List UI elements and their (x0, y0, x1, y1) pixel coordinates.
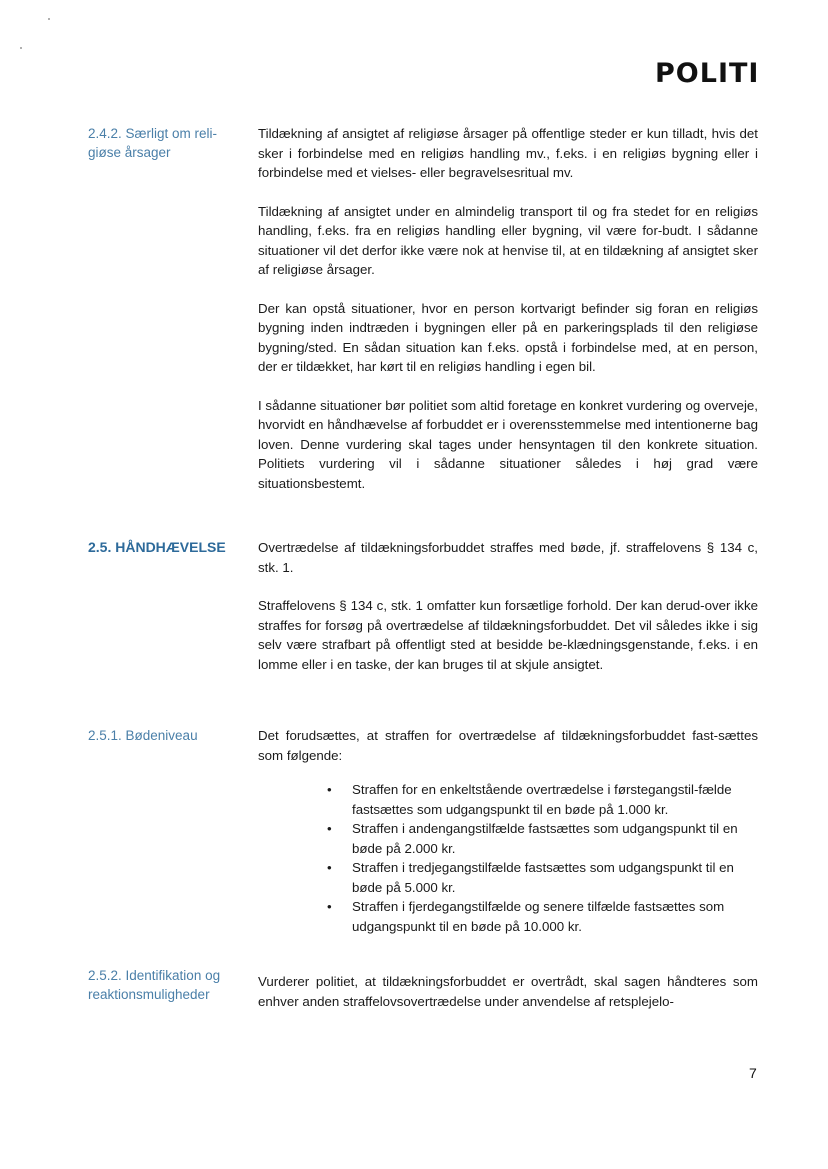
fine-level-list (325, 780, 757, 936)
politi-logo: POLITI (655, 58, 760, 89)
section-body-2-5-2 (258, 972, 758, 1011)
list-item: • Straffen i fjerdegangstilfælde og senere tilfælde fastsættes som udgangspunkt til en bøde på 10.000 kr. (327, 899, 725, 934)
scan-speck (48, 18, 50, 20)
bullet-icon: • (327, 899, 332, 914)
paragraph: Overtrædelse af tildækningsforbuddet straffes med bøde, jf. straffelovens § 134 c, stk. 1. (258, 540, 758, 575)
paragraph: Tildækning af ansigtet under en almindelig transport til og fra stedet for en religiøs handling, f.eks. fra en religiøs handling eller bygning, vil være for-budt. I sådanne situationer vil det derfor ikke være nok at henvise til, at en tildækning af ansigtet sker af religiøse årsager. (258, 203, 758, 277)
paragraph: Det forudsættes, at straffen for overtrædelse af tildækningsforbuddet fast-sættes som følgende: (258, 728, 758, 763)
paragraph: Tildækning af ansigtet af religiøse årsager på offentlige steder er kun tilladt, hvis det sker i forbindelse med en religiøs handling mv., f.eks. i en religiøs bygning eller i forbindelse med et vielses- eller begravelsesritual mv. (258, 126, 758, 180)
section-heading-2-4-2: 2.4.2. Særligt om reli- giøse årsager (88, 126, 218, 160)
scan-speck (20, 47, 22, 49)
section-body-2-5 (258, 538, 758, 674)
bullet-icon: • (327, 860, 332, 875)
bullet-icon: • (327, 821, 332, 836)
list-item: • Straffen i andengangstilfælde fastsættes som udgangspunkt til en bøde på 2.000 kr. (327, 821, 738, 856)
paragraph: Straffelovens § 134 c, stk. 1 omfatter kun forsætlige forhold. Der kan derud-over ikke straffes for forsøg på overtrædelse af tildækningsforbuddet. Det vil således ikke i sig selv være strafbart på offentligt sted at besidde be-klædningsgenstande, f.eks. i en lomme eller i en taske, der kan bruges til at skjule ansigtet. (258, 598, 758, 672)
paragraph: Vurderer politiet, at tildækningsforbuddet er overtrådt, skal sagen håndteres som enhver anden straffelovsovertrædelse under anvendelse af retsplejelo- (258, 974, 758, 1009)
list-item: • Straffen i tredjegangstilfælde fastsættes som udgangspunkt til en bøde på 5.000 kr. (327, 860, 734, 895)
section-body-2-4-2 (258, 124, 758, 493)
paragraph: I sådanne situationer bør politiet som altid foretage en konkret vurdering og overveje, hvorvidt en håndhævelse af forbuddet er i overensstemmelse med intentionerne bag loven. Denne vurdering skal tages under hensyntagen til den konkrete situation. Politiets vurdering vil i sådanne situationer således i høj grad være situationsbestemt. (258, 397, 758, 491)
list-item: • Straffen for en enkeltstående overtrædelse i førstegangstil-fælde fastsættes som udgangspunkt til en bøde på 1.000 kr. (327, 782, 732, 817)
section-heading-2-5-1: 2.5.1. Bødeniveau (88, 728, 198, 743)
bullet-icon: • (327, 782, 332, 797)
page-number: 7 (749, 1065, 757, 1081)
section-heading-2-5: 2.5. HÅNDHÆVELSE (88, 539, 226, 555)
paragraph: Der kan opstå situationer, hvor en person kortvarigt befinder sig foran en religiøs bygning inden indtræden i bygningen eller på en parkeringsplads til den religiøse bygning/sted. En sådan situation kan f.eks. opstå i forbindelse med, at en person, der er tildækket, har kørt til en religiøs handling i egen bil. (258, 300, 758, 374)
section-body-2-5-1 (258, 726, 758, 765)
section-heading-2-5-2: 2.5.2. Identifikation og reaktionsmuligheder (88, 968, 221, 1002)
